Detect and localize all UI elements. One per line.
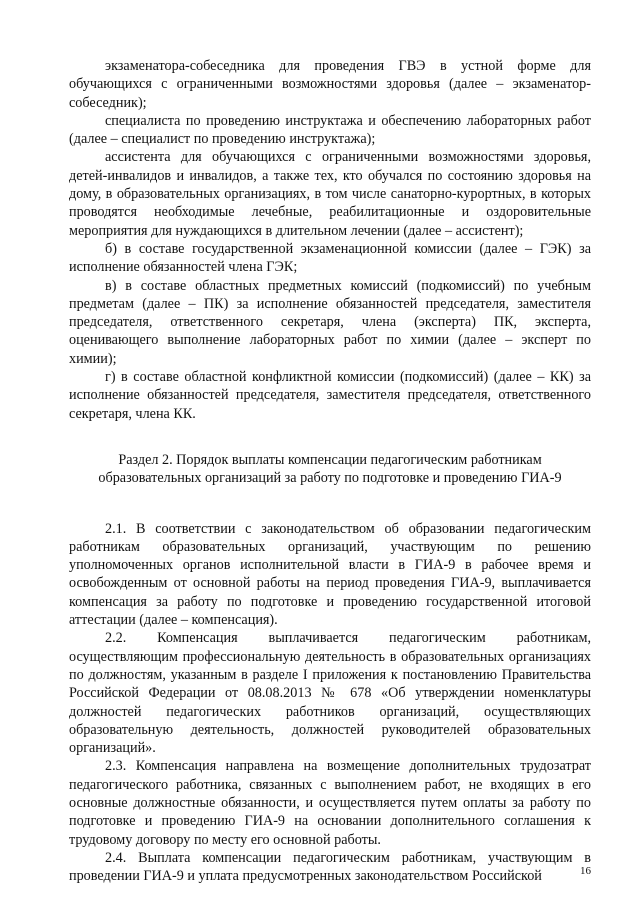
paragraph-2-4: 2.4. Выплата компенсации педагогическим работникам, участвующим в проведении ГИА-9 и уплата предусмотренных законодательством Российской <box>69 849 591 885</box>
paragraph-examiner-interlocutor: экзаменатора-собеседника для проведения ГВЭ в устной форме для обучающихся с ограниченными возможностями здоровья (далее – экзаменатор-собеседник); <box>69 58 591 111</box>
paragraph-gek: б) в составе государственной экзаменационной комиссии (далее – ГЭК) за исполнение обязанностей члена ГЭК; <box>69 240 591 276</box>
paragraph-kk: г) в составе областной конфликтной комиссии (подкомиссий) (далее – КК) за исполнение обязанностей председателя, заместителя председателя, ответственного секретаря, члена КК. <box>69 369 591 422</box>
paragraph-pk: в) в составе областных предметных комиссий (подкомиссий) по учебным предметам (далее – ПК) за исполнение обязанностей председателя, заместителя председателя, ответственного секретаря, члена (эксперта) ПК, эксперта, оценивающего выполнение лабораторных работ по химии (далее – эксперт по химии); <box>69 277 591 367</box>
section-heading <box>69 451 591 488</box>
page-number: 16 <box>580 865 591 877</box>
paragraph-2-3: 2.3. Компенсация направлена на возмещение дополнительных трудозатрат педагогического работника, связанных с выполнением работ, не входящих в его основные должностные обязанности, и осуществляется путем оплаты за работу по подготовке и проведению ГИА-9 на основании дополнительного соглашения к трудовому договору по месту его основной работы. <box>69 758 591 848</box>
section-heading-line-1: Раздел 2. Порядок выплаты компенсации педагогическим работникам <box>118 451 542 468</box>
paragraph-instruction-specialist: специалиста по проведению инструктажа и обеспечению лабораторных работ (далее – специалист по проведению инструктажа); <box>69 112 591 148</box>
paragraph-2-2: 2.2. Компенсация выплачивается педагогическим работникам, осуществляющим профессиональную деятельность в образовательных организациях по должностям, указанным в разделе I приложения к постановлению Правительства Российской Федерации от 08.08.2013 № 678 «Об утверждении номенклатуры должностей педагогических работников организаций, осуществляющих образовательную деятельность, должностей руководителей образовательных организаций». <box>69 630 591 757</box>
section-heading-line-2: образовательных организаций за работу по подготовке и проведению ГИА-9 <box>98 470 562 487</box>
document-body <box>69 57 591 885</box>
paragraph-assistant: ассистента для обучающихся с ограниченными возможностями здоровья, детей-инвалидов и инвалидов, а также тех, кто обучался по состоянию здоровья на дому, в образовательных организациях, в том числе санаторно-курортных, в которых проводятся необходимые лечебные, реабилитационные и оздоровительные мероприятия для нуждающихся в длительном лечении (далее – ассистент); <box>69 149 591 239</box>
paragraph-2-1: 2.1. В соответствии с законодательством об образовании педагогическим работникам образовательных организаций, участвующим по решению уполномоченных органов исполнительной власти в ГИА-9 в рабочее время и освобожденным от основной работы на период проведения ГИА-9, выплачивается компенсация за работу по подготовке и проведению государственной итоговой аттестации (далее – компенсация). <box>69 520 591 629</box>
